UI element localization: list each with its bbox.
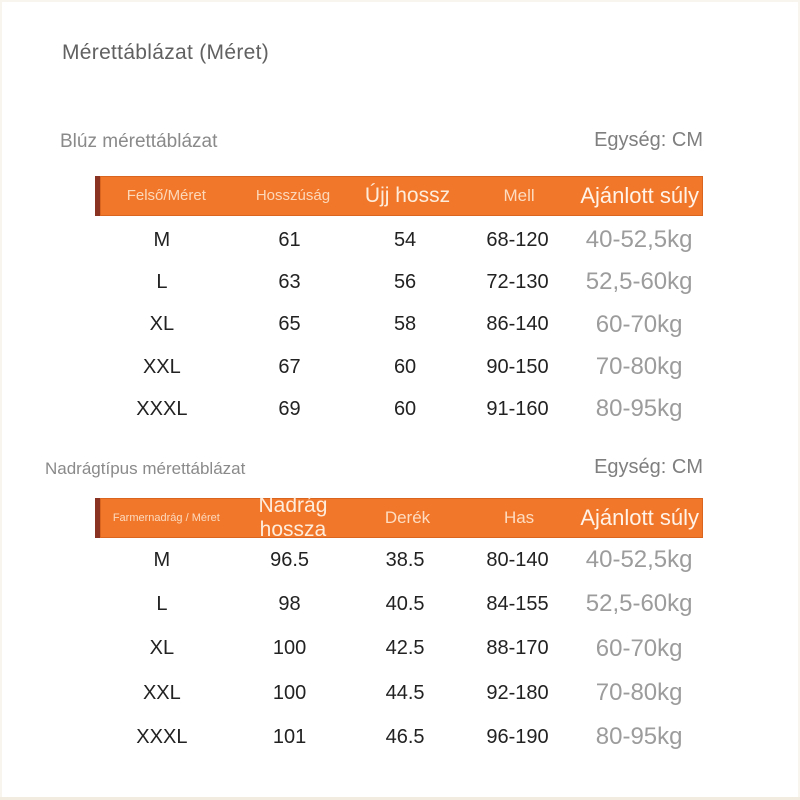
weight-cell: 52,5-60kg bbox=[585, 268, 693, 296]
sleeve-cell: 58 bbox=[393, 313, 417, 336]
column-header-length: Nadrág hossza bbox=[258, 494, 328, 541]
waist-cell: 40.5 bbox=[385, 592, 425, 615]
column-header-length: Hosszúság bbox=[255, 186, 331, 204]
weight-cell: 60-70kg bbox=[595, 310, 683, 338]
page-title: Mérettáblázat (Méret) bbox=[62, 41, 270, 64]
column-header-hip: Has bbox=[503, 508, 535, 528]
length-cell: 98 bbox=[278, 592, 301, 615]
column-header-sleeve: Újj hossz bbox=[364, 184, 451, 208]
length-cell: 96.5 bbox=[270, 548, 310, 571]
table-row bbox=[95, 346, 703, 388]
pants-unit-label: Egység: CM bbox=[594, 456, 703, 478]
waist-cell: 42.5 bbox=[385, 637, 425, 660]
blouse-unit-label: Egység: CM bbox=[594, 129, 703, 151]
bust-cell: 86-140 bbox=[486, 313, 549, 336]
bust-cell: 72-130 bbox=[486, 270, 549, 293]
sleeve-cell: 54 bbox=[393, 228, 417, 251]
weight-cell: 80-95kg bbox=[595, 395, 683, 423]
size-cell: M bbox=[153, 548, 171, 571]
table-row bbox=[95, 261, 703, 303]
table-row bbox=[95, 219, 703, 261]
hip-cell: 92-180 bbox=[486, 681, 549, 704]
weight-cell: 70-80kg bbox=[595, 679, 683, 707]
bust-cell: 91-160 bbox=[486, 397, 549, 420]
size-cell: M bbox=[153, 228, 171, 251]
size-cell: XXXL bbox=[136, 397, 188, 420]
length-cell: 100 bbox=[272, 681, 307, 704]
weight-cell: 60-70kg bbox=[595, 634, 683, 662]
bust-cell: 90-150 bbox=[486, 355, 549, 378]
length-cell: 69 bbox=[278, 397, 301, 420]
column-header-weight: Ajánlott súly bbox=[580, 504, 699, 530]
size-cell: XL bbox=[149, 637, 175, 660]
hip-cell: 96-190 bbox=[486, 725, 549, 748]
blouse-table-header bbox=[95, 176, 703, 216]
blouse-section-title: Blúz mérettáblázat bbox=[60, 131, 218, 152]
weight-cell: 40-52,5kg bbox=[585, 226, 693, 254]
column-header-bust: Mell bbox=[503, 186, 535, 206]
column-header-waist: Derék bbox=[384, 508, 431, 528]
sleeve-cell: 60 bbox=[393, 355, 417, 378]
pants-table-header bbox=[95, 494, 703, 541]
table-row bbox=[95, 627, 703, 671]
size-cell: L bbox=[156, 592, 168, 615]
table-row bbox=[95, 304, 703, 346]
size-cell: XXL bbox=[142, 681, 181, 704]
hip-cell: 88-170 bbox=[486, 637, 549, 660]
weight-cell: 70-80kg bbox=[595, 353, 683, 381]
column-header-weight: Ajánlott súly bbox=[580, 182, 699, 208]
length-cell: 67 bbox=[278, 355, 301, 378]
size-cell: L bbox=[156, 270, 168, 293]
waist-cell: 38.5 bbox=[385, 548, 425, 571]
table-row bbox=[95, 582, 703, 626]
length-cell: 65 bbox=[278, 313, 301, 336]
sleeve-cell: 56 bbox=[393, 270, 417, 293]
length-cell: 63 bbox=[278, 270, 301, 293]
length-cell: 61 bbox=[278, 228, 301, 251]
weight-cell: 40-52,5kg bbox=[585, 546, 693, 574]
hip-cell: 84-155 bbox=[486, 592, 549, 615]
sleeve-cell: 60 bbox=[393, 397, 417, 420]
table-row bbox=[95, 388, 703, 430]
length-cell: 100 bbox=[272, 637, 307, 660]
blouse-table-body bbox=[95, 219, 703, 430]
bust-cell: 68-120 bbox=[486, 228, 549, 251]
column-header-size: Felső/Méret bbox=[126, 186, 206, 204]
size-cell: XL bbox=[149, 313, 175, 336]
size-cell: XXXL bbox=[136, 725, 188, 748]
pants-section-title: Nadrágtípus mérettáblázat bbox=[45, 459, 246, 478]
table-row bbox=[95, 538, 703, 582]
size-cell: XXL bbox=[142, 355, 181, 378]
waist-cell: 44.5 bbox=[385, 681, 425, 704]
column-header-size: Farmernadrág / Méret bbox=[112, 511, 220, 524]
waist-cell: 46.5 bbox=[385, 725, 425, 748]
pants-table-body bbox=[95, 538, 703, 759]
table-row bbox=[95, 671, 703, 715]
table-row bbox=[95, 715, 703, 759]
hip-cell: 80-140 bbox=[486, 548, 549, 571]
weight-cell: 80-95kg bbox=[595, 723, 683, 751]
weight-cell: 52,5-60kg bbox=[585, 590, 693, 618]
length-cell: 101 bbox=[272, 725, 307, 748]
